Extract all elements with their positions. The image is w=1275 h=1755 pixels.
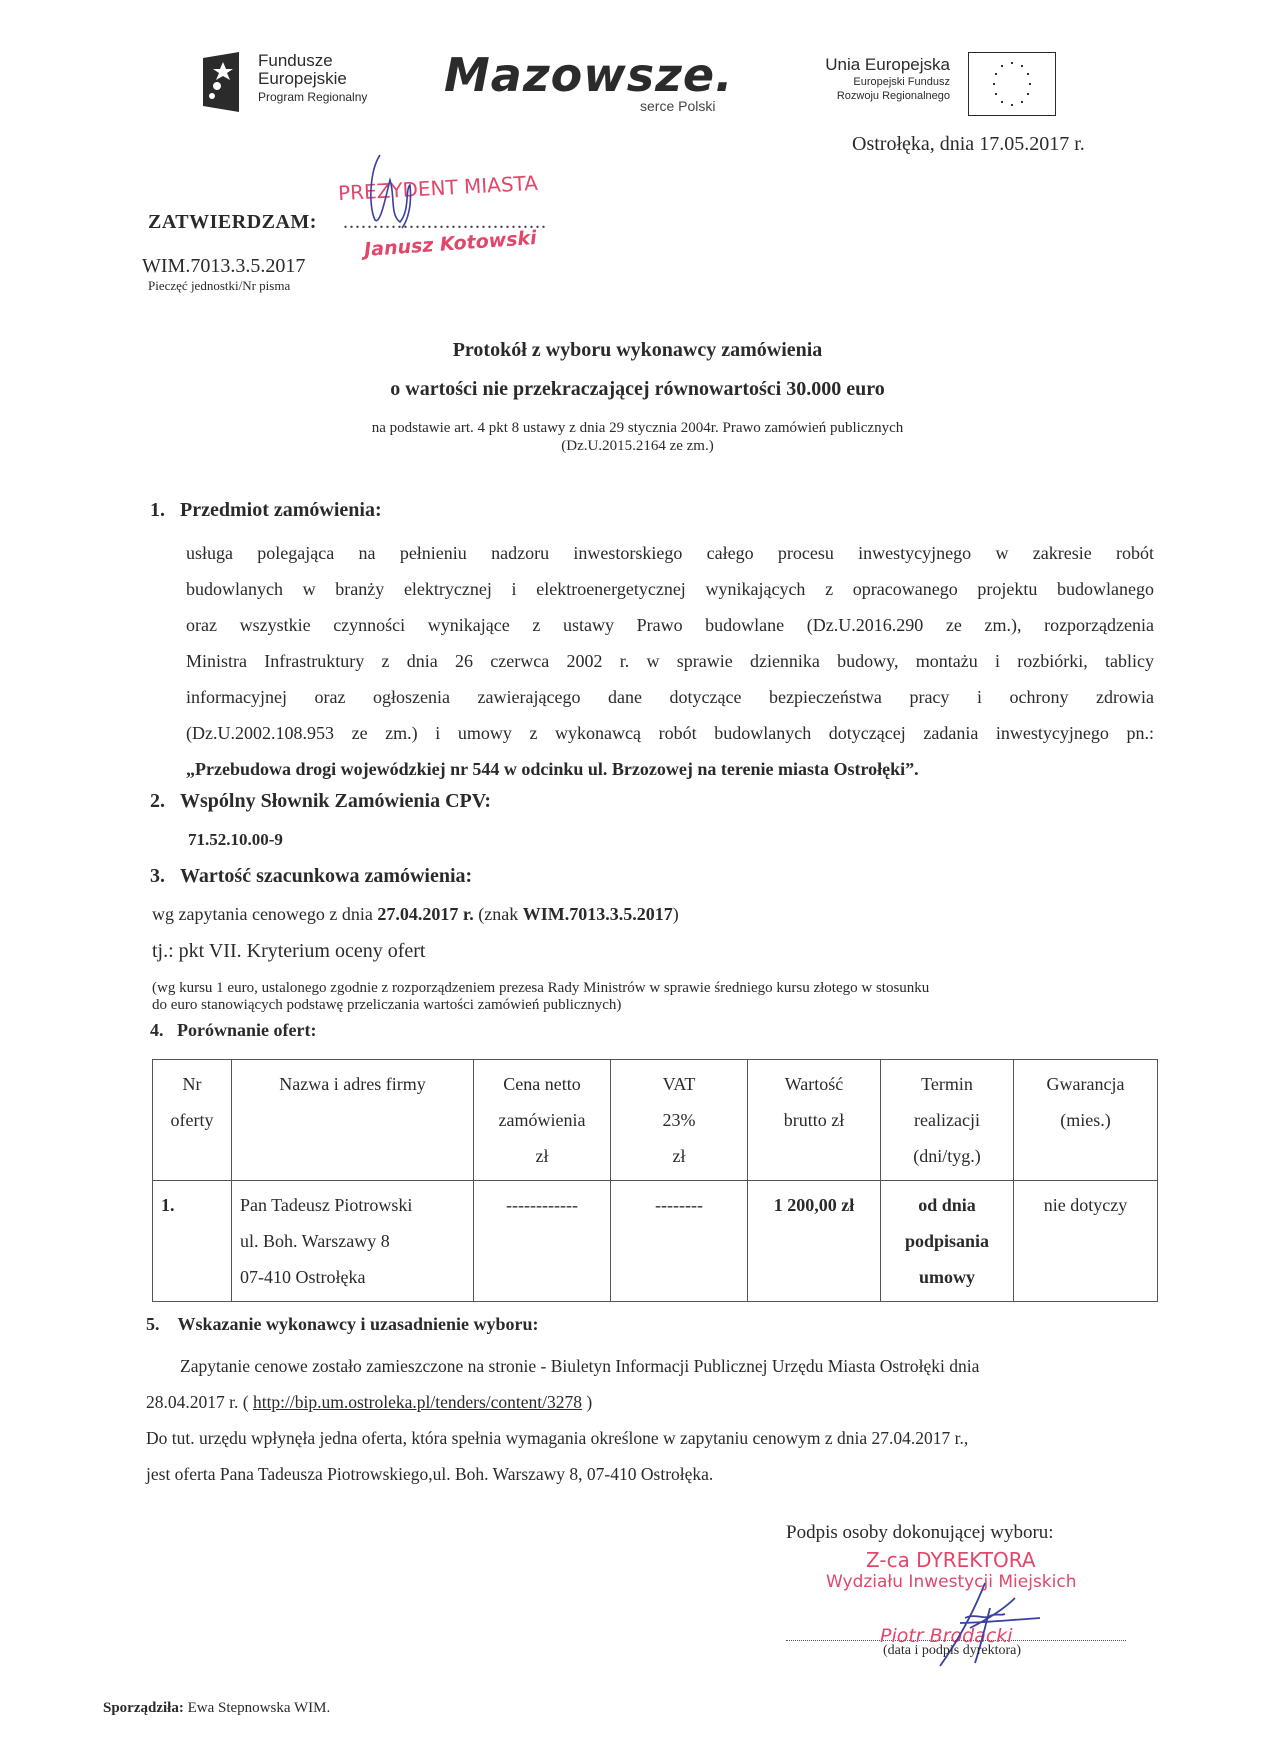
- estimate-text: (znak: [473, 904, 523, 924]
- offers-table: [152, 1059, 1158, 1302]
- header-text: Nazwa i adres firmy: [279, 1074, 426, 1094]
- section-5-line: [146, 1384, 1156, 1420]
- eu-logo-text: [770, 55, 950, 103]
- eu-logo-line2: Europejski Fundusz: [853, 76, 950, 88]
- offer-term: [881, 1181, 1014, 1302]
- header-text: Wartość: [784, 1074, 844, 1094]
- approval-label: ZATWIERDZAM:: [148, 211, 317, 233]
- section-5-line: jest oferta Pana Tadeusza Piotrowskiego,ul. Boh. Warszawy 8, 07-410 Ostrołęka.: [146, 1464, 714, 1484]
- column-header: [748, 1060, 881, 1181]
- header-text: zł: [535, 1146, 549, 1166]
- header-text: realizacji: [914, 1110, 980, 1130]
- header-text: zł: [672, 1146, 686, 1166]
- column-header: [232, 1060, 474, 1181]
- signature-label: Podpis osoby dokonującej wyboru:: [786, 1522, 1054, 1543]
- director-stamp-name: Piotr Brodacki: [880, 1625, 1013, 1647]
- offer-vat: --------: [611, 1181, 748, 1302]
- approval-signature-line: ..................................: [343, 211, 547, 233]
- firm-line: 07-410 Ostrołęka: [240, 1267, 366, 1287]
- section-2-title: Wspólny Słownik Zamówienia CPV:: [180, 790, 491, 812]
- header-text: Termin: [921, 1074, 973, 1094]
- firm-line: Pan Tadeusz Piotrowski: [240, 1195, 413, 1215]
- table-header-row: [153, 1060, 1158, 1181]
- director-stamp-title: Z-ca DYREKTORA: [866, 1548, 1036, 1572]
- section-1-heading: [150, 499, 382, 522]
- reference-caption: Pieczęć jednostki/Nr pisma: [148, 278, 291, 293]
- document-title: Protokół z wyboru wykonawcy zamówienia: [452, 339, 823, 361]
- header-text: (mies.): [1060, 1110, 1111, 1130]
- director-stamp-department: Wydziału Inwestycji Miejskich: [826, 1572, 1077, 1592]
- section-3-heading: [150, 865, 472, 888]
- mayor-stamp-name: Janusz Kotowski: [363, 226, 538, 262]
- term-line: od dnia: [918, 1195, 976, 1215]
- prepared-by-label: Sporządziła:: [103, 1700, 184, 1716]
- fe-logo-line1: Fundusze: [258, 51, 333, 70]
- section-1-number: 1.: [150, 499, 165, 521]
- note-line: (wg kursu 1 euro, ustalonego zgodnie z rozporządzeniem prezesa Rady Ministrów w sprawie średniego kursu złotego w stosunku: [152, 980, 930, 996]
- section-4-heading: [150, 1020, 316, 1041]
- header-text: brutto zł: [783, 1110, 845, 1130]
- signature-caption: (data i podpis dyrektora): [883, 1643, 1022, 1658]
- mazowsze-logo: Mazowsze.: [444, 48, 734, 102]
- bip-text: ): [582, 1392, 593, 1412]
- estimate-date: 27.04.2017 r.: [377, 904, 474, 924]
- offer-firm: [232, 1181, 474, 1302]
- column-header: [1014, 1060, 1158, 1181]
- cpv-code: 71.52.10.00-9: [188, 830, 283, 849]
- column-header: [474, 1060, 611, 1181]
- section-1-body: [186, 535, 1154, 787]
- estimate-text: wg zapytania cenowego z dnia: [152, 904, 378, 924]
- column-header: [153, 1060, 232, 1181]
- section-5-line: Zapytanie cenowe zostało zamieszczone na stronie - Biuletyn Informacji Publicznej Urzędu Miasta Ostrołęki dnia: [180, 1356, 980, 1376]
- legal-basis: [0, 419, 1275, 455]
- exchange-rate-note: [152, 980, 1162, 1014]
- section-5-line: Do tut. urzędu wpłynęła jedna oferta, która spełnia wymagania określone w zapytaniu cenowym z dnia 27.04.2017 r.,: [146, 1428, 969, 1448]
- section-5-title: Wskazanie wykonawcy i uzasadnienie wyboru:: [177, 1314, 539, 1334]
- header-text: 23%: [662, 1110, 696, 1130]
- header-text: Gwarancja: [1046, 1074, 1125, 1094]
- legal-basis-line1: na podstawie art. 4 pkt 8 ustawy z dnia 29 stycznia 2004r. Prawo zamówień publicznych: [371, 420, 904, 436]
- task-name: „Przebudowa drogi wojewódzkiej nr 544 w odcinku ul. Brzozowej na terenie miasta Ostrołęki”.: [186, 759, 919, 779]
- header-text: VAT: [662, 1074, 696, 1094]
- column-header: [611, 1060, 748, 1181]
- eu-flag-icon: [968, 52, 1056, 116]
- prepared-by-name: Ewa Stepnowska WIM.: [183, 1700, 331, 1716]
- header-text: Cena netto: [503, 1074, 581, 1094]
- header-text: Nr: [182, 1074, 202, 1094]
- fe-logo-line2: Europejskie: [258, 69, 347, 88]
- estimate-text: ): [672, 904, 679, 924]
- fundusze-europejskie-logo: [258, 52, 367, 106]
- section-1-line: oraz wszystkie czynności wynikające z ustawy Prawo budowlane (Dz.U.2016.290 ze zm.), rozporządzenia: [186, 615, 1154, 635]
- eu-logo-line1: Unia Europejska: [825, 55, 950, 74]
- legal-basis-line2: (Dz.U.2015.2164 ze zm.): [561, 438, 714, 454]
- section-2-number: 2.: [150, 790, 165, 812]
- eu-logo-line3: Rozwoju Regionalnego: [836, 90, 950, 102]
- term-line: umowy: [918, 1267, 975, 1287]
- estimate-line: [152, 904, 679, 925]
- firm-line: ul. Boh. Warszawy 8: [240, 1231, 390, 1251]
- table-row: [153, 1181, 1158, 1302]
- section-5-heading: [146, 1314, 539, 1335]
- fundusze-europejskie-logo-icon: [203, 52, 239, 112]
- criterion-line: tj.: pkt VII. Kryterium oceny ofert: [152, 940, 426, 962]
- offer-warranty: nie dotyczy: [1014, 1181, 1158, 1302]
- section-1-line: informacyjnej oraz ogłoszenia zawierającego dane dotyczące bezpieczeństwa pracy i ochrony zdrowia: [186, 687, 1154, 707]
- bip-link[interactable]: http://bip.um.ostroleka.pl/tenders/content/3278: [252, 1392, 583, 1412]
- section-1-line: budowlanych w branży elektrycznej i elektroenergetycznej wynikających z opracowanego projektu budowlanego: [186, 579, 1154, 599]
- offer-number: 1.: [153, 1181, 232, 1302]
- section-3-title: Wartość szacunkowa zamówienia:: [180, 865, 473, 887]
- section-2-heading: [150, 790, 491, 813]
- prepared-by: [103, 1700, 330, 1717]
- section-1-title: Przedmiot zamówienia:: [180, 499, 382, 521]
- section-3-number: 3.: [150, 865, 165, 887]
- section-4-title: Porównanie ofert:: [177, 1020, 317, 1040]
- section-5-number: 5.: [146, 1314, 160, 1334]
- section-1-line: usługa polegająca na pełnieniu nadzoru inwestorskiego całego procesu inwestycyjnego w zakresie robót: [186, 543, 1154, 563]
- place-date: Ostrołęka, dnia 17.05.2017 r.: [852, 133, 1085, 155]
- section-1-line: (Dz.U.2002.108.953 ze zm.) i umowy z wykonawcą robót budowlanych dotyczącej zadania inwestycyjnego pn.:: [186, 723, 1154, 743]
- term-line: podpisania: [904, 1231, 990, 1251]
- column-header: [881, 1060, 1014, 1181]
- mazowsze-tagline: serce Polski: [640, 98, 716, 114]
- mayor-signature-icon: [340, 150, 450, 230]
- header-text: oferty: [170, 1110, 214, 1130]
- bip-text: 28.04.2017 r. (: [146, 1392, 253, 1412]
- section-1-line: Ministra Infrastruktury z dnia 26 czerwca 2002 r. w sprawie dziennika budowy, montażu i rozbiórki, tablicy: [186, 651, 1154, 671]
- header-text: zamówienia: [498, 1110, 586, 1130]
- header-text: (dni/tyg.): [913, 1146, 981, 1166]
- estimate-ref: WIM.7013.3.5.2017: [522, 904, 673, 924]
- offer-net-price: ------------: [474, 1181, 611, 1302]
- mayor-stamp-title: PREZYDENT MIASTA: [337, 170, 539, 206]
- reference-number: WIM.7013.3.5.2017: [142, 255, 306, 277]
- section-5-body: [146, 1348, 1156, 1492]
- fe-logo-line3: Program Regionalny: [258, 90, 368, 104]
- note-line: do euro stanowiących podstawę przeliczania wartości zamówień publicznych): [152, 997, 622, 1013]
- document-subtitle: o wartości nie przekraczającej równowartości 30.000 euro: [390, 378, 885, 400]
- section-4-number: 4.: [150, 1020, 164, 1040]
- offer-gross-value: 1 200,00 zł: [748, 1181, 881, 1302]
